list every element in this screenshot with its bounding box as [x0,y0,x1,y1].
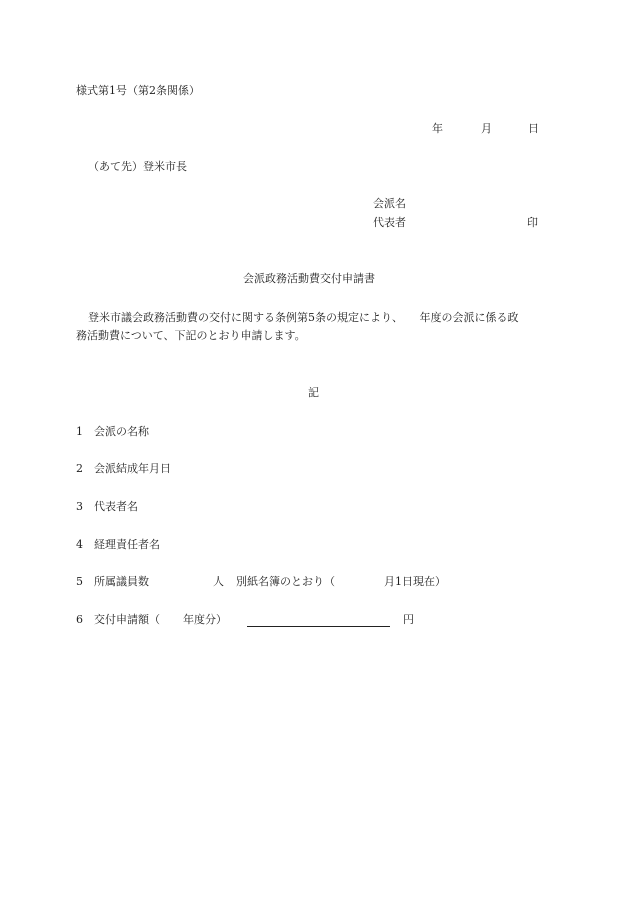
date-day: 日 [528,122,539,135]
item-label: 交付申請額（ [94,613,160,626]
item-label: 代表者名 [94,500,138,513]
item-label: 経理責任者名 [94,538,160,551]
faction-name-label: 会派名 [373,197,406,210]
item-number: 6 [76,613,83,626]
date-year: 年 [432,122,443,135]
document-title: 会派政務活動費交付申請書 [243,272,375,285]
seal-mark: 印 [527,216,538,229]
item-label: 所属議員数 [94,575,149,588]
body-line-2: 務活動費について、下記のとおり申請します。 [76,329,306,342]
representative-label: 代表者 [373,216,406,229]
item-unit: 人 [213,575,224,588]
ki-heading: 記 [308,386,319,399]
body-line-1: 登米市議会政務活動費の交付に関する条例第5条の規定により、 年度の会派に係る政 [88,311,519,324]
item-note: 別紙名簿のとおり（ [236,575,335,588]
item-number: 5 [76,575,83,588]
item-number: 4 [76,538,83,551]
item-note-end: 月1日現在） [384,575,446,588]
item-number: 1 [76,425,83,438]
item-yen: 円 [403,613,414,626]
item-fiscal-year: 年度分） [183,613,227,626]
item-number: 3 [76,500,83,513]
form-number: 様式第1号（第2条関係） [76,84,200,97]
item-label: 会派の名称 [94,425,149,438]
addressee: （あて先）登米市長 [88,160,187,173]
item-number: 2 [76,462,83,475]
amount-underline [247,626,390,627]
date-month: 月 [481,122,492,135]
item-label: 会派結成年月日 [94,462,171,475]
